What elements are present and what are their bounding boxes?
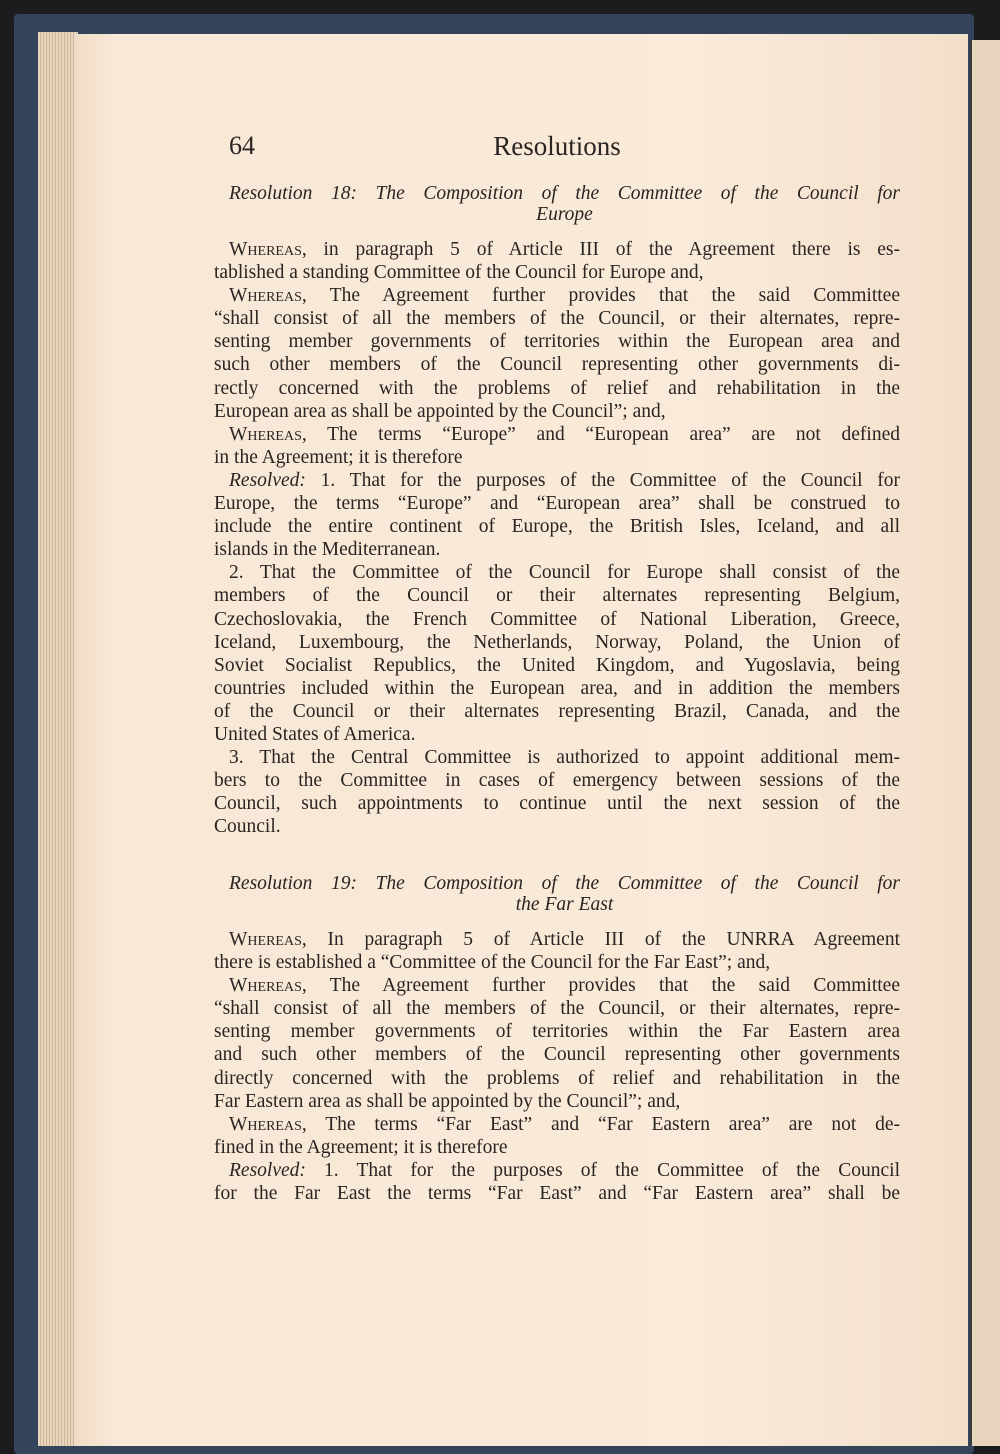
text-line xyxy=(214,1020,900,1043)
text-line xyxy=(214,700,900,723)
line-text: senting member governments of territories within the European area and xyxy=(214,331,900,353)
text-line xyxy=(214,330,900,353)
running-title: Resolutions xyxy=(493,131,621,161)
whereas-lead: Whereas xyxy=(229,423,302,445)
resolution-19 xyxy=(214,873,900,1205)
text-line xyxy=(214,377,900,400)
line-text: rectly concerned with the problems of relief and rehabilitation in the xyxy=(214,377,900,399)
text-line xyxy=(214,769,900,792)
paragraph xyxy=(214,1159,900,1205)
line-text: 2. That the Committee of the Council for Europe shall consist of the xyxy=(229,562,900,584)
text-line xyxy=(214,1159,900,1182)
text-line xyxy=(214,997,900,1020)
line-text: such other members of the Council representing other governments di- xyxy=(214,354,900,376)
text-line xyxy=(214,538,900,561)
text-line xyxy=(214,1113,900,1136)
heading-line: Resolution 19: The Composition of the Committee of the Council for xyxy=(229,873,900,894)
text-line xyxy=(214,1043,900,1066)
text-line xyxy=(214,353,900,376)
line-text: senting member governments of territories within the Far Eastern area xyxy=(214,1021,900,1043)
line-text: fined in the Agreement; it is therefore xyxy=(214,1136,508,1158)
line-text: in the Agreement; it is therefore xyxy=(214,446,463,468)
running-head xyxy=(214,131,900,163)
line-text: directly concerned with the problems of relief and rehabilitation in the xyxy=(214,1067,900,1089)
resolution-heading xyxy=(229,873,900,915)
text-line xyxy=(214,608,900,631)
text-line xyxy=(214,492,900,515)
line-text: countries included within the European area, and in addition the members xyxy=(214,677,900,699)
line-text: , In paragraph 5 of Article III of the UNRRA Agreement xyxy=(301,929,900,950)
text-line xyxy=(214,631,900,654)
resolved-lead: Resolved: xyxy=(229,469,306,491)
paragraph xyxy=(214,1113,900,1159)
line-text: members of the Council or their alternates representing Belgium, xyxy=(214,585,900,607)
page-edges xyxy=(38,32,78,1446)
line-text: of the Council or their alternates representing Brazil, Canada, and the xyxy=(214,700,900,722)
line-text: Czechoslovakia, the French Committee of National Liberation, Greece, xyxy=(214,608,900,630)
text-line xyxy=(214,815,900,838)
text-line xyxy=(214,974,900,997)
text-line xyxy=(214,307,900,330)
whereas-lead: Whereas xyxy=(229,239,302,260)
heading-line: the Far East xyxy=(515,894,614,915)
text-line xyxy=(214,1136,900,1159)
paragraph xyxy=(214,928,900,974)
text-line xyxy=(214,792,900,815)
line-text: , The Agreement further provides that the said Committee xyxy=(301,975,900,997)
text-line xyxy=(214,284,900,307)
line-text: there is established a “Committee of the Council for the Far East”; and, xyxy=(214,952,771,974)
whereas-lead: Whereas xyxy=(229,975,302,997)
line-text: include the entire continent of Europe, the British Isles, Iceland, and all xyxy=(214,516,900,538)
line-text: 1. That for the purposes of the Committee of the Council for xyxy=(305,469,900,491)
text-line xyxy=(214,584,900,607)
line-text: for the Far East the terms “Far East” and “Far Eastern area” shall be xyxy=(214,1183,900,1205)
facing-page-edge xyxy=(970,40,1000,1446)
line-text: , The terms “Europe” and “European area” are not defined xyxy=(301,423,900,445)
line-text: Soviet Socialist Republics, the United Kingdom, and Yugoslavia, being xyxy=(214,654,900,676)
line-text: 1. That for the purposes of the Committee of the Council xyxy=(305,1159,900,1181)
text-line xyxy=(214,723,900,746)
text-line xyxy=(214,1067,900,1090)
text-line xyxy=(214,515,900,538)
text-line xyxy=(214,446,900,469)
line-text: Council. xyxy=(214,816,281,838)
text-line xyxy=(214,1182,900,1205)
paragraph xyxy=(214,469,900,561)
paragraph xyxy=(214,974,900,1113)
heading-line: Resolution 18: The Composition of the Committee of the Council for xyxy=(229,183,900,204)
line-text: tablished a standing Committee of the Council for Europe and, xyxy=(214,262,704,284)
paragraph xyxy=(214,561,900,746)
text-line xyxy=(214,561,900,584)
line-text: 3. That the Central Committee is authorized to appoint additional mem- xyxy=(229,747,900,769)
heading-line: Europe xyxy=(536,204,593,225)
text-line xyxy=(214,746,900,769)
line-text: , in paragraph 5 of Article III of the Agreement there is es- xyxy=(301,239,900,260)
paragraph xyxy=(214,746,900,838)
line-text: , The Agreement further provides that the said Committee xyxy=(301,285,900,307)
paragraph xyxy=(214,284,900,423)
text-line xyxy=(214,928,900,951)
line-text: United States of America. xyxy=(214,723,416,745)
text-line xyxy=(214,400,900,423)
line-text: Europe, the terms “Europe” and “European area” shall be construed to xyxy=(214,493,900,515)
text-line xyxy=(214,469,900,492)
whereas-lead: Whereas xyxy=(229,929,302,950)
resolution-heading xyxy=(229,183,900,225)
text-line xyxy=(214,677,900,700)
line-text: Iceland, Luxembourg, the Netherlands, Norway, Poland, the Union of xyxy=(214,631,900,653)
text-line xyxy=(214,261,900,284)
whereas-lead: Whereas xyxy=(229,285,302,307)
line-text: “shall consist of all the members of the Council, or their alternates, repre- xyxy=(214,998,900,1020)
line-text: bers to the Committee in cases of emergency between sessions of the xyxy=(214,770,900,792)
text-line xyxy=(214,654,900,677)
line-text: islands in the Mediterranean. xyxy=(214,539,441,561)
page-number: 64 xyxy=(229,131,255,160)
line-text: “shall consist of all the members of the Council, or their alternates, repre- xyxy=(214,308,900,330)
paragraph xyxy=(214,238,900,284)
resolution-body xyxy=(214,928,900,1205)
text-line xyxy=(214,1090,900,1113)
line-text: European area as shall be appointed by the Council”; and, xyxy=(214,400,666,422)
text-line xyxy=(214,951,900,974)
line-text: Far Eastern area as shall be appointed by the Council”; and, xyxy=(214,1090,681,1112)
resolved-lead: Resolved: xyxy=(229,1159,306,1181)
text-line xyxy=(214,423,900,446)
line-text: Council, such appointments to continue until the next session of the xyxy=(214,793,900,815)
text-line xyxy=(214,238,900,261)
line-text: , The terms “Far East” and “Far Eastern area” are not de- xyxy=(301,1113,900,1135)
resolution-body xyxy=(214,238,900,838)
paragraph xyxy=(214,423,900,469)
whereas-lead: Whereas xyxy=(229,1113,302,1135)
line-text: and such other members of the Council representing other governments xyxy=(214,1044,900,1066)
resolution-18 xyxy=(214,183,900,838)
